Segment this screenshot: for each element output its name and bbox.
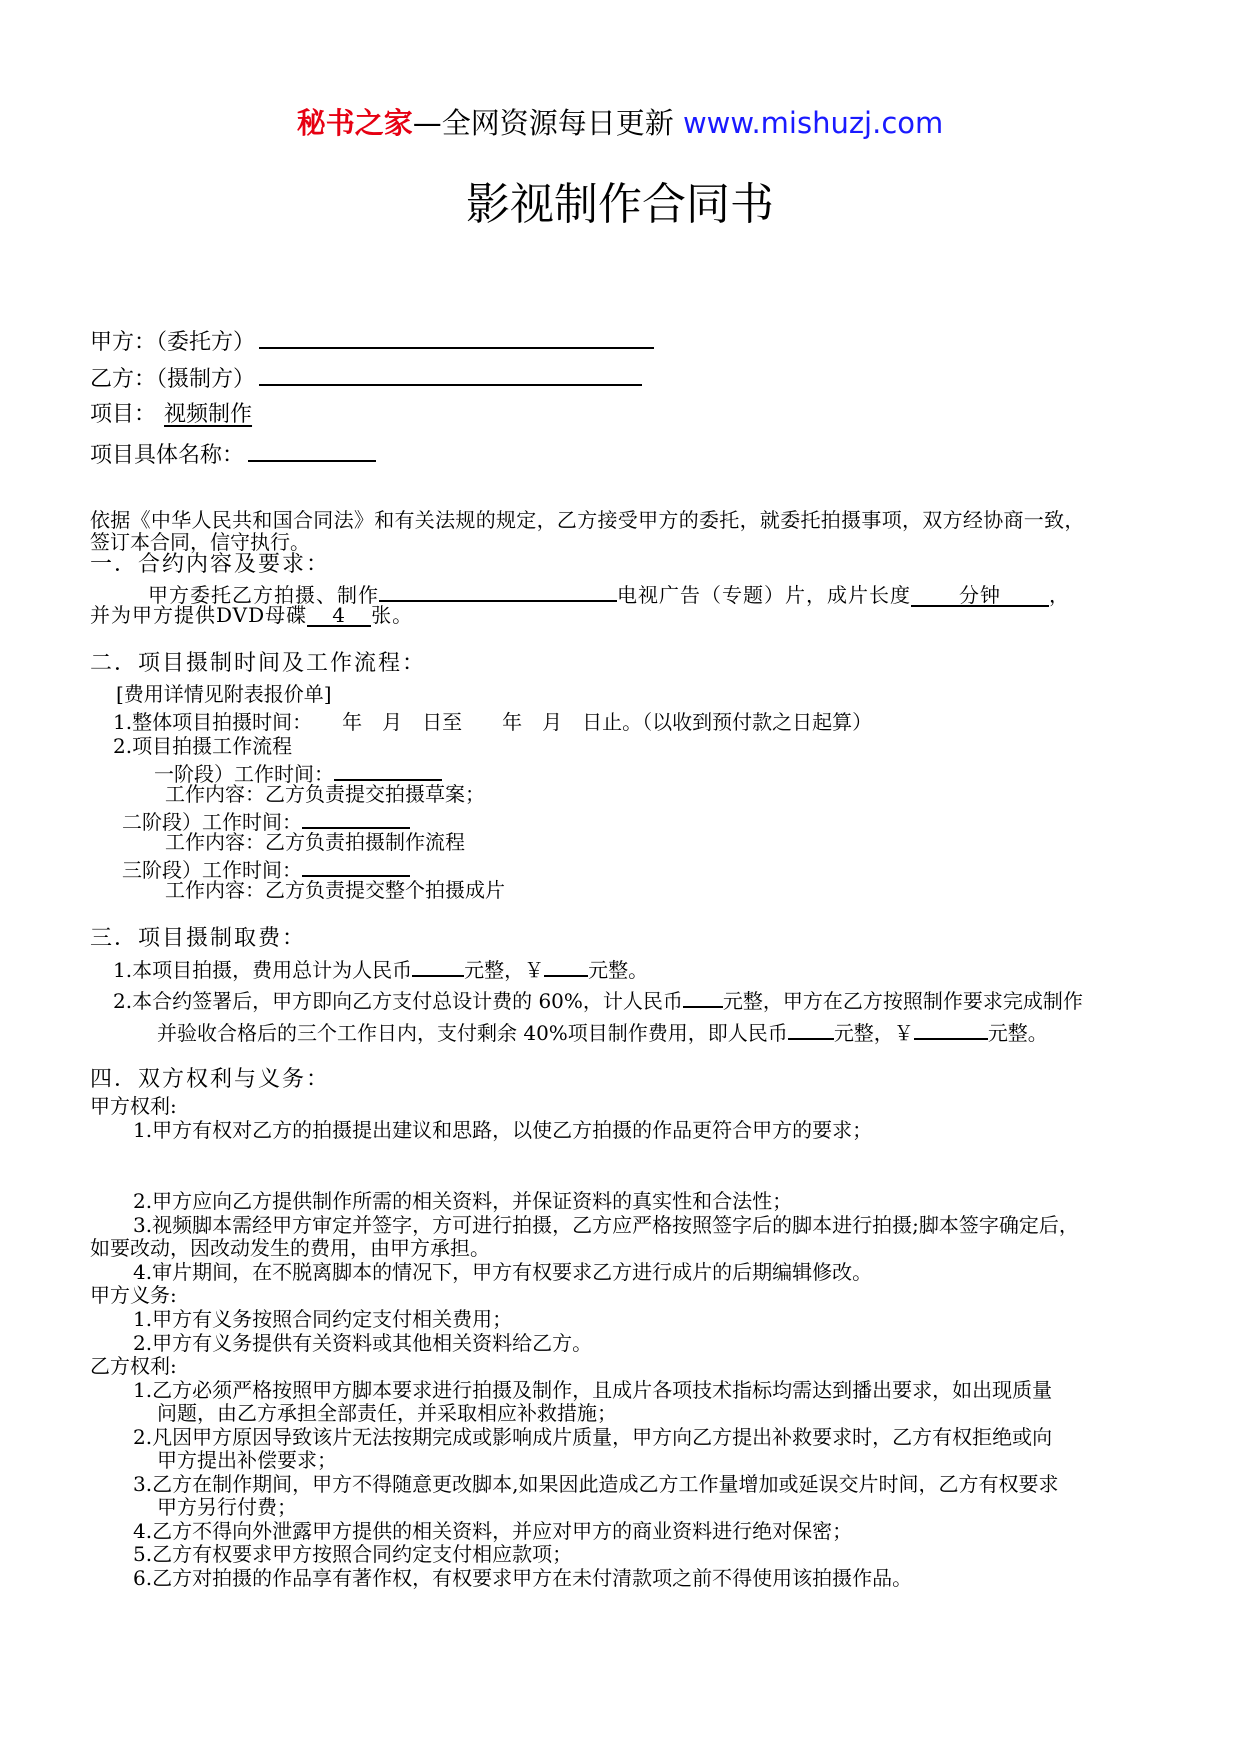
party-a-right-1: 1.甲方有权对乙方的拍摄提出建议和思路，以使乙方拍摄的作品更符合甲方的要求； <box>133 1118 873 1142</box>
banner-tagline: —全网资源每日更新 <box>412 106 674 140</box>
section-1-heading: 一．合约内容及要求： <box>90 552 331 577</box>
length-unit: 分钟 <box>911 583 1049 607</box>
party-b-right-4: 4.乙方不得向外泄露甲方提供的相关资料，并应对甲方的商业资料进行绝对保密； <box>133 1519 853 1543</box>
fee-item-2-text-c: 并验收合格后的三个工作日内，支付剩余 40%项目制作费用，即人民币 <box>157 1021 788 1045</box>
party-a-duties-heading: 甲方义务: <box>90 1283 177 1307</box>
party-b-right-6: 6.乙方对拍摄的作品享有著作权，有权要求甲方在未付清款项之前不得使用该拍摄作品。 <box>133 1566 913 1590</box>
party-a-blank[interactable] <box>259 325 654 349</box>
party-a-right-2: 2.甲方应向乙方提供制作所需的相关资料，并保证资料的真实性和合法性； <box>133 1189 793 1213</box>
fee-item-2-line-1 <box>113 984 1083 1014</box>
commission-blank[interactable] <box>379 578 617 602</box>
site-banner <box>0 103 1240 143</box>
stage-3-work: 工作内容：乙方负责提交整个拍摄成片 <box>165 878 505 902</box>
fee-item-2-line-2 <box>157 1016 1048 1046</box>
section-1-line-1: 甲方委托乙方拍摄、制作 电视广告（专题）片，成片长度 分钟 ， <box>148 578 1070 608</box>
party-a-duty-2: 2.甲方有义务提供有关资料或其他相关资料给乙方。 <box>133 1331 593 1355</box>
party-b-rights-heading: 乙方权利: <box>90 1354 177 1378</box>
stage-2-time-label: 二阶段）工作时间： <box>122 810 302 834</box>
stage-1-work: 工作内容：乙方负责提交拍摄草案； <box>165 782 485 806</box>
dvd-text-a: 并为甲方提供DVD母碟 <box>90 603 308 627</box>
stage-1-time-label: 一阶段）工作时间： <box>154 762 334 786</box>
preamble-line-2: 签订本合同，信守执行。 <box>90 530 310 554</box>
party-b-blank[interactable] <box>259 362 642 386</box>
project-label: 项目： <box>90 402 157 427</box>
stage-2-work: 工作内容：乙方负责拍摄制作流程 <box>165 830 465 854</box>
party-b-right-3-line-2: 甲方另行付费； <box>157 1495 297 1519</box>
party-a-right-4: 4.审片期间，在不脱离脚本的情况下，甲方有权要求乙方进行成片的后期编辑修改。 <box>133 1260 873 1284</box>
fee-item-2-text-a: 2.本合约签署后，甲方即向乙方支付总设计费的 60%，计人民币 <box>113 989 683 1013</box>
party-b-right-1-line-1: 1.乙方必须严格按照甲方脚本要求进行拍摄及制作，且成片各项技术指标均需达到播出要求，如出现质量 <box>133 1378 1053 1402</box>
party-b-line <box>90 362 642 395</box>
section-3-heading: 三．项目摄制取费： <box>90 926 307 951</box>
fee-item-1 <box>113 953 648 983</box>
party-b-label: 乙方：（摄制方） <box>90 367 256 392</box>
banner-brand: 秘书之家 <box>296 106 413 140</box>
project-value: 视频制作 <box>164 402 253 427</box>
party-b-right-1-line-2: 问题，由乙方承担全部责任，并采取相应补救措施； <box>157 1401 617 1425</box>
fee-item-1-text-b: 元整，￥ <box>464 958 545 982</box>
party-a-rights-heading: 甲方权利: <box>90 1094 177 1118</box>
party-a-label: 甲方：（委托方） <box>90 330 256 355</box>
section-1-text-b: 电视广告（专题）片，成片长度 <box>617 583 911 607</box>
party-a-line <box>90 325 654 358</box>
schedule-item-2: 2.项目拍摄工作流程 <box>113 734 293 758</box>
fee-item-1-text-c: 元整。 <box>588 958 649 982</box>
banner-url-link[interactable]: www.mishuzj.com <box>682 106 944 140</box>
section-1-line-2 <box>90 602 413 628</box>
party-a-right-3-line-2: 如要改动，因改动发生的费用，由甲方承担。 <box>90 1236 490 1260</box>
stage-1-time-blank[interactable] <box>334 757 442 781</box>
stage-3-time-label: 三阶段）工作时间： <box>122 858 302 882</box>
schedule-item-1: 1.整体项目拍摄时间： 年 月 日至 年 月 日止。（以收到预付款之日起算） <box>113 710 873 734</box>
dvd-count: 4 <box>307 603 371 627</box>
party-b-right-2-line-2: 甲方提出补偿要求； <box>157 1448 337 1472</box>
party-b-right-2-line-1: 2.凡因甲方原因导致该片无法按期完成或影响成片质量，甲方向乙方提出补救要求时，乙方有权拒绝或向 <box>133 1425 1053 1449</box>
fee-item-2-text-d: 元整，￥ <box>833 1021 914 1045</box>
dvd-text-b: 张。 <box>371 603 414 627</box>
fee-total-yuan-blank[interactable] <box>544 953 588 977</box>
project-name-line <box>90 438 376 471</box>
project-line <box>90 400 266 430</box>
fee-item-1-text-a: 1.本项目拍摄，费用总计为人民币 <box>113 958 413 982</box>
section-1-text-a: 甲方委托乙方拍摄、制作 <box>148 583 379 607</box>
fee-note: [费用详情见附表报价单] <box>116 682 332 706</box>
party-b-right-3-line-1: 3.乙方在制作期间，甲方不得随意更改脚本,如果因此造成乙方工作量增加或延误交片时间，乙方有权要求 <box>133 1472 1059 1496</box>
section-2-heading: 二．项目摄制时间及工作流程： <box>90 651 427 676</box>
party-a-duty-1: 1.甲方有义务按照合同约定支付相关费用； <box>133 1307 513 1331</box>
stage-3-time-blank[interactable] <box>302 853 410 877</box>
fee-item-2-text-b: 元整，甲方在乙方按照制作要求完成制作 <box>722 989 1083 1013</box>
section-4-heading: 四．双方权利与义务： <box>90 1067 331 1092</box>
preamble-line-1: 依据《中华人民共和国合同法》和有关法规的规定，乙方接受甲方的委托，就委托拍摄事项，双方经协商一致， <box>90 508 1085 532</box>
project-name-label: 项目具体名称： <box>90 443 245 468</box>
fee-item-2-text-e: 元整。 <box>987 1021 1048 1045</box>
balance-yuan-blank[interactable] <box>914 1016 988 1040</box>
project-name-blank[interactable] <box>248 438 376 462</box>
party-a-right-3-line-1: 3.视频脚本需经甲方审定并签字，方可进行拍摄，乙方应严格按照签字后的脚本进行拍摄;脚本签字确定后， <box>133 1213 1079 1237</box>
deposit-blank[interactable] <box>683 984 723 1008</box>
document-title: 影视制作合同书 <box>466 179 774 230</box>
balance-rmb-blank[interactable] <box>788 1016 834 1040</box>
party-b-right-5: 5.乙方有权要求甲方按照合同约定支付相应款项； <box>133 1542 573 1566</box>
stage-2-time-blank[interactable] <box>302 805 410 829</box>
fee-total-rmb-blank[interactable] <box>412 953 464 977</box>
